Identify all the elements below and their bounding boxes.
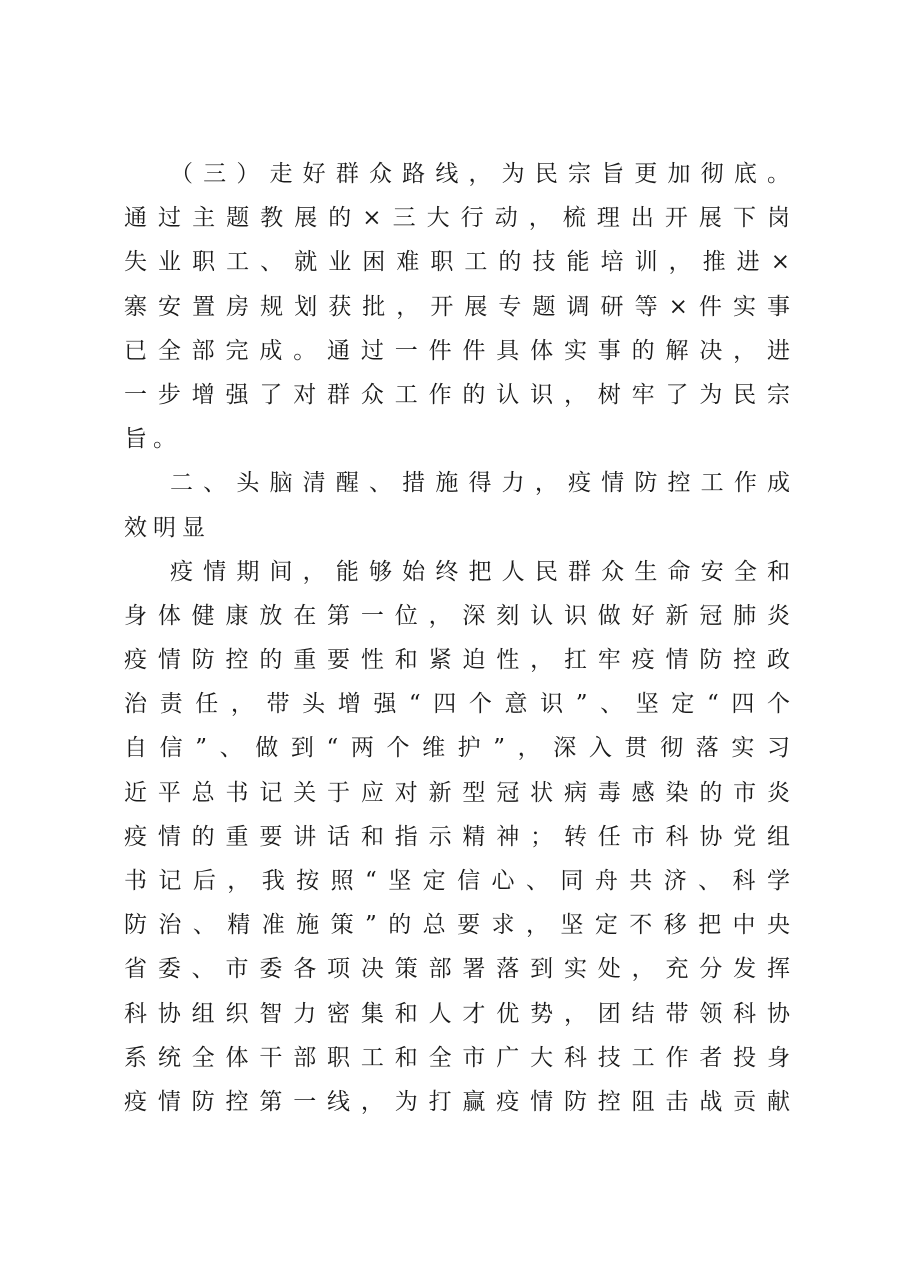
section-three-paragraph [124, 152, 790, 461]
paragraph-line: 疫情防控第一线，为打赢疫情防控阻击战贡献 [124, 1088, 790, 1115]
section-heading-two [124, 461, 790, 549]
paragraph-line: 疫情防控的重要性和紧迫性，扛牢疫情防控政 [124, 647, 790, 674]
paragraph-line: 自信”、做到“两个维护”，深入贯彻落实习 [124, 735, 790, 762]
paragraph-line: 失业职工、就业困难职工的技能培训，推进× [124, 249, 790, 276]
paragraph-line: 通过主题教展的×三大行动，梳理出开展下岗 [124, 205, 790, 232]
paragraph-line: 书记后，我按照“坚定信心、同舟共济、科学 [124, 868, 790, 894]
paragraph-line: （三）走好群众路线，为民宗旨更加彻底。 [170, 161, 790, 187]
paragraph-line: 近平总书记关于应对新型冠状病毒感染的市炎 [124, 779, 790, 806]
paragraph-line: 旨。 [124, 426, 182, 453]
epidemic-paragraph [124, 550, 790, 1124]
paragraph-line: 科协组织智力密集和人才优势，团结带领科协 [124, 1000, 790, 1027]
paragraph-line: 治责任，带头增强“四个意识”、坚定“四个 [124, 691, 790, 718]
paragraph-line: 疫情的重要讲话和指示精神；转任市科协党组 [124, 823, 790, 850]
paragraph-line: 防治、精准施策”的总要求，坚定不移把中央 [124, 912, 790, 939]
paragraph-line: 省委、市委各项决策部署落到实处，充分发挥 [124, 956, 790, 983]
paragraph-line: 身体健康放在第一位，深刻认识做好新冠肺炎 [124, 602, 790, 629]
heading-line: 效明显 [124, 514, 211, 541]
paragraph-line: 疫情期间，能够始终把人民群众生命安全和 [170, 558, 790, 585]
document-body [124, 152, 790, 1124]
paragraph-line: 寨安置房规划获批，开展专题调研等×件实事 [124, 293, 790, 320]
paragraph-line: 系统全体干部职工和全市广大科技工作者投身 [124, 1044, 790, 1071]
heading-line: 二、头脑清醒、措施得力，疫情防控工作成 [170, 470, 790, 497]
paragraph-line: 一步增强了对群众工作的认识，树牢了为民宗 [124, 381, 790, 408]
paragraph-line: 已全部完成。通过一件件具体实事的解决，进 [124, 337, 790, 364]
